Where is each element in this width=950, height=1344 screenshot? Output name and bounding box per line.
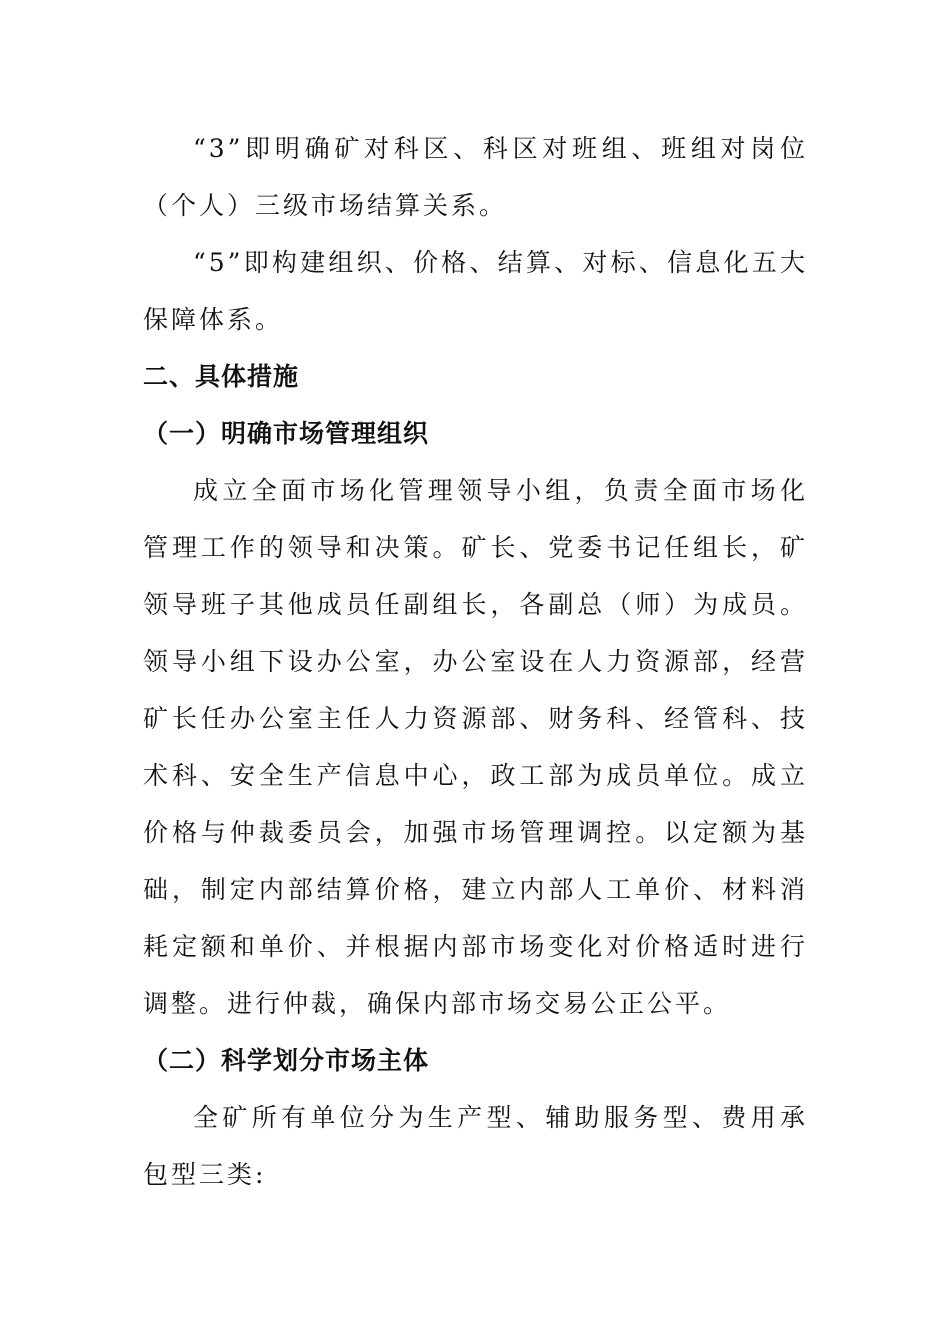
section-heading-specific-measures: 二、具体措施 <box>143 362 300 391</box>
subsection-heading-market-management: （一）明确市场管理组织 <box>143 419 430 448</box>
paragraph-guarantee-systems: “5”即构建组织、价格、结算、对标、信息化五大保障体系。 <box>143 248 808 334</box>
paragraph-market-management: 成立全面市场化管理领导小组，负责全面市场化管理工作的领导和决策。矿长、党委书记任组长，矿领导班子其他成员任副组长，各副总（师）为成员。领导小组下设办公室，办公室设在人力资源部，经营矿长任办公室主任人力资源部、财务科、经管科、技术科、安全生产信息中心，政工部为成员单位。成立价格与仲裁委员会，加强市场管理调控。以定额为基础，制定内部结算价格，建立内部人工单价、材料消耗定额和单价、并根据内部市场变化对价格适时进行调整。进行仲裁，确保内部市场交易公正公平。 <box>143 476 808 1018</box>
subsection-heading-market-entities: （二）科学划分市场主体 <box>143 1046 430 1075</box>
paragraph-settlement-relations: “3”即明确矿对科区、科区对班组、班组对岗位（个人）三级市场结算关系。 <box>143 134 808 220</box>
document-body <box>143 120 808 1203</box>
paragraph-market-entities: 全矿所有单位分为生产型、辅助服务型、费用承包型三类: <box>143 1103 808 1189</box>
